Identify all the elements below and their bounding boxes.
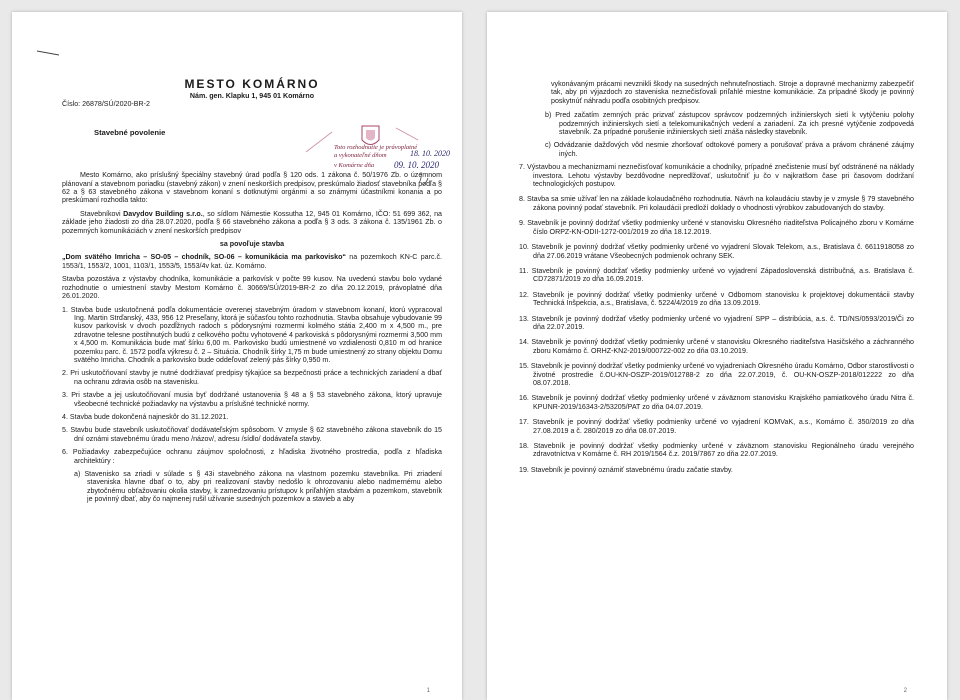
stamp-line: a vykonateľné dňom [334,152,387,159]
applicant-paragraph: Stavebníkovi Davydov Building s.r.o., so sídlom Námestie Kossutha 12, 945 01 Komárno, IČO: 51 699 362, na základe jeho žiadosti zo dňa 28.07.2020, podľa § 66 stavebného zákona a podľa § 3 ods. 3 zákona č. 135/1961 Zb. o pozemných komunikáciách v znení neskorších predpisov [62,209,442,235]
condition-subitem: c) Odvádzanie dažďových vôd nesmie zhoršovať odtokové pomery a porušovať práva a právom chránené záujmy iných. [545,141,914,158]
condition-item: 4. Stavba bude dokončená najneskôr do 31.12.2021. [62,412,229,421]
condition-item: 3. Pri stavbe a jej uskutočňovaní musia byť dodržané ustanovenia § 48 a § 53 stavebného zákona, ktorý upravuje všeobecné technické požiadavky na výstavbu a príslušné technické normy. [62,391,442,408]
issuer-address: Nám. gen. Klapku 1, 945 01 Komárno [189,92,315,100]
condition-item: 9. Stavebník je povinný dodržať všetky podmienky určené v stanovisku Okresného riaditeľstva Policajného zboru v Komárne číslo ORPZ-KN-ODII-1272-001/2019 zo dňa 18.12.2019. [519,219,914,236]
project-paragraph: „Dom svätého Imricha – SO-05 – chodník, SO-06 – komunikácia ma parkovisko“ na pozemkoch KN-C parc.č. 1553/1, 1553/2, 1001, 1103/1, 1553/5, 1553/4v kat. úz. Komárno. [62,253,442,270]
page-number: 2 [903,688,907,694]
stamp-line: v Komárne dňa [334,162,375,169]
condition-item: 7. Výstavbou a mechanizmami neznečisťovať komunikácie a chodníky, prípadné znečistenie musí byť odstránené na náklady investora. Lehotu výstavby bezdôvodne nepredlžovať, uskutočniť ju čo v najkratšom čase pri časovom dodržaní technologických postupov. [519,163,914,189]
condition-item: 18. Stavebník je povinný dodržať všetky podmienky určené v záväznom stanovisku Regionálneho úradu verejného zdravotníctva v Komárne č. RH 2019/1564 č.z. 2019/7867 zo dňa 22.07.2019. [519,442,914,459]
page-number: 1 [426,688,430,694]
condition-item: 17. Stavebník je povinný dodržať všetky podmienky určené vo vyjadrení KOMVaK, a.s., Komárno č. 350/2019 zo dňa 27.08.2019 a č. 280/2019 zo dňa 08.07.2019. [519,418,914,435]
condition-item: 16. Stavebník je povinný dodržať všetky podmienky určené v záväznom stanovisku Krajského pamiatkového úradu Nitra č. KPUNR-2019/16343-2/53205/PAT zo dňa 04.07.2019. [519,394,914,411]
condition-item: 8. Stavba sa smie užívať len na základe kolaudačného rozhodnutia. Návrh na kolaudáciu stavby je v zmysle § 79 stavebného zákona povinný podať stavebník. Pri kolaudácii predloží doklady o vhodnosti výrobkov zabudovaných do stavby. [519,195,914,212]
document-heading: Stavebné povolenie [94,127,166,137]
applicant-name: Davydov Building s.r.o. [123,209,203,218]
condition-subitem: a) Stavenisko sa zriadi v súlade s § 43i stavebného zákona na vlastnom pozemku stavebníka. Pri zriadení staveniska hlavne dbať o to, aby pri realizovaní stavby nedošlo k ohrozovaniu alebo nadmernému alebo zbytočnému obťažovaniu okolia stavby, k zamedzovaniu prístupov k priľahlým stavbám a pozemkom, stavebník je povinný dbať, aby čo najmenej rušil užívanie susedných pozemkov a stavieb a aby [74,470,442,504]
pen-stroke-mark [36,50,60,56]
document-page-2 [487,12,947,700]
continued-paragraph: vykonávaným prácami nevznikli škody na susedných nehnuteľnostiach. Stroje a dopravné mechanizmy zabezpečiť tak, aby pri výjazdoch zo staveniska neznečisťovali priľahlé miestne komunikácie. Za prípadné škody je povinný poskytnúť náhradu podľa osobitných predpisov. [551,80,914,105]
condition-item: 6. Požiadavky zabezpečujúce ochranu záujmov spoločnosti, z hľadiska životného prostredia, podľa z hľadiska architektúry : [62,448,442,465]
reference-number: Číslo: 26878/SÚ/2020-BR-2 [62,100,150,109]
permit-statement: sa povoľuje stavba [219,240,285,249]
condition-item: 13. Stavebník je povinný dodržať všetky podmienky určené vo vyjadrení SPP – distribúcia, a.s. č. TD/NS/0593/2019/Či zo dňa 22.07.2019. [519,314,914,331]
stamp-date-handwritten: 18. 10. 2020 [410,149,450,158]
condition-item: 12. Stavebník je povinný dodržať všetky podmienky určené v Odbornom stanovisku k projektovej dokumentácii stavby Technická Inšpekcia, a.s., Bratislava, č. 5224/4/2019 zo dňa 13.09.2019. [519,290,914,308]
issuer-title: MESTO KOMÁRNO [184,77,320,91]
validity-stamp [302,122,462,192]
condition-item: 2. Pri uskutočňovaní stavby je nutné dodržiavať predpisy týkajúce sa bezpečnosti práce a technických zariadení a dbať na ochranu zdravia osôb na stavenisku. [62,369,442,386]
condition-item: 14. Stavebník je povinný dodržať všetky podmienky určené v stanovisku Okresného riaditeľstva Hasičského a záchranného zboru Komárno č. ORHZ-KN2-2019/000722-002 zo dňa 03.10.2019. [519,338,914,355]
description-paragraph: Stavba pozostáva z výstavby chodníka, komunikácie a parkovísk v počte 99 kusov. Na uvedenú stavbu bolo vydané rozhodnutie o umiestnení stavby Mestom Komárno č. 30669/SÚ/2019-BR-2 zo dňa 20.12.2019, právoplatné dňa 26.01.2020. [62,275,442,301]
condition-item: 15. Stavebník je povinný dodržať všetky podmienky určené vo vyjadreniach Okresného úradu Komárno, Odbor starostlivosti o životné prostredie č.OU-KN-OSZP-2019/012788-2 zo dňa 22.07.2019, č. OU-KN-OSZP-2018/012222 zo dňa 08.07.2018. [519,362,914,387]
condition-item: 5. Stavbu bude stavebník uskutočňovať dodávateľským spôsobom. V zmysle § 62 stavebného zákona stavebník do 15 dní oznámi stavebnému úradu meno /názov/, adresu /sídlo/ dodávateľa stavby. [62,426,442,443]
condition-item: 11. Stavebník je povinný dodržať všetky podmienky určené vo vyjadrení Západoslovenská distribučná, a.s. Bratislava č. CD72871/2019 zo dňa 16.09.2019. [519,266,914,284]
stamp-date-handwritten: 09. 10. 2020 [394,160,439,170]
intro-paragraph: Mesto Komárno, ako príslušný špeciálny stavebný úrad podľa § 120 ods. 1 zákona č. 50/1976 Zb. o územnom plánovaní a stavebnom poriadku (stavebný zákon) v znení neskorších predpisov, preskúmalo žiadosť stavebníka podľa § 62 a § 63 stavebného zákona v stavebnom konaní s dotknutými orgánmi a so známymi účastníkmi konania a po preskúmaní rozhodla takto: [62,171,442,205]
condition-item: 19. Stavebník je povinný oznámiť stavebnému úradu začatie stavby. [519,465,733,474]
stamp-line: Toto rozhodnutie je právoplatné [334,144,418,151]
condition-item: 10. Stavebník je povinný dodržať všetky podmienky určené vo vyjadrení Slovak Telekom, a.s., Bratislava č. 6611918058 zo dňa 27.06.2019 vrátane Všeobecných podmienok ochrany SEK. [519,243,914,260]
page-2-content [519,80,914,481]
project-name: „Dom svätého Imricha – SO-05 – chodník, SO-06 – komunikácia ma parkovisko“ [62,253,346,262]
document-page-1 [12,12,462,700]
condition-subitem: b) Pred začatím zemných prác prizvať zástupcov správcov podzemných inžinierskych sietí k vytýčeniu polohy podzemných inžinierskych sietí a telekomunikačných vedení a zariadení. Za ich presné vytýčenie zodpovedá stavebník. Za prípadné porušenie inžinierskych sietí znáša následky stavebník. [545,111,914,137]
condition-item: 1. Stavba bude uskutočnená podľa dokumentácie overenej stavebným úradom v stavebnom konaní, ktorú vypracoval Ing. Martin Strďanský, 433, 956 12 Preseľany, ktorá je súčasťou tohto rozhodnutia. Stavba obsahuje vybudovanie 99 kusov parkovísk v dvoch pozdĺžnych radoch s pôdorysnými rozmermi kolmého státia 2,400 m x 4,500 m., pre zdravotne telesne postihnutých budú z celkového počtu vyhotovené 4 parkoviská s pôdorysnými rozmermi 3,500 mm x 4,500 m. Komunikácia bude mať šírku 6,00 m. Parkovisko budú umiestnené vo vzdialenosti 0,810 m od hranice pozemku parc. č. 1572 podľa výkresu č. 2 – Situácia. Chodník šírky 1,75 m bude umiestnený zo strany objektu Domu svätého Imricha. Chodník a parkovisko bude oddeľovať zelený pás šírky 0,950 m. [62,305,442,364]
